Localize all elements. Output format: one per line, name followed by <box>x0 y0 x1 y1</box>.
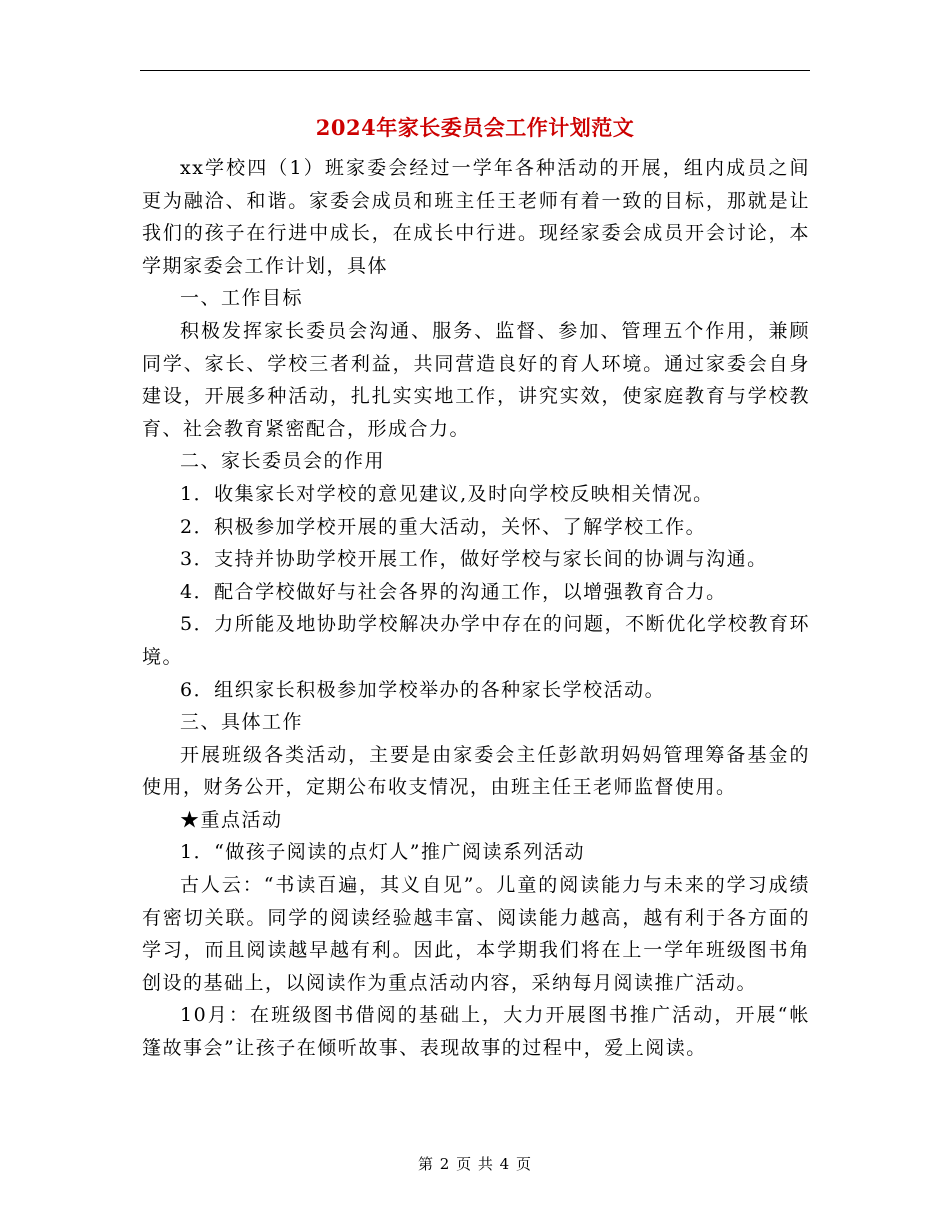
role-item-6: 6．组织家长积极参加学校举办的各种家长学校活动。 <box>180 678 666 701</box>
work-paragraph: 开展班级各类活动，主要是由家委会主任彭歆玥妈妈管理筹备基金的使用，财务公开，定期公布收支情况，由班主任王老师监督使用。 <box>142 743 810 799</box>
section-heading-work: 三、具体工作 <box>180 711 304 734</box>
october-paragraph: 10月：在班级图书借阅的基础上，大力开展图书推广活动，开展“帐篷故事会”让孩子在倾听故事、表现故事的过程中，爱上阅读。 <box>142 1004 810 1060</box>
activity-1-heading: 1．“做孩子阅读的点灯人”推广阅读系列活动 <box>180 841 586 864</box>
role-item-3: 3．支持并协助学校开展工作，做好学校与家长间的协调与沟通。 <box>180 548 768 571</box>
page-number: 第 2 页 共 4 页 <box>418 1155 532 1173</box>
intro-paragraph: xx学校四（1）班家委会经过一学年各种活动的开展，组内成员之间更为融洽、和谐。家委会成员和班主任王老师有着一致的目标，那就是让我们的孩子在行进中成长，在成长中行进。现经家委会成员开会讨论，本学期家委会工作计划，具体 <box>142 157 810 277</box>
role-item-1: 1．收集家长对学校的意见建议,及时向学校反映相关情况。 <box>180 482 714 505</box>
role-item-5: 5．力所能及地协助学校解决办学中存在的问题，不断优化学校教育环境。 <box>142 613 810 668</box>
section-heading-goals: 一、工作目标 <box>180 287 304 310</box>
role-item-4: 4．配合学校做好与社会各界的沟通工作，以增强教育合力。 <box>180 580 727 603</box>
goals-paragraph: 积极发挥家长委员会沟通、服务、监督、参加、管理五个作用，兼顾同学、家长、学校三者利益，共同营造良好的育人环境。通过家委会自身建设，开展多种活动，扎扎实实地工作，讲究实效，使家庭教育与学校教育、社会教育紧密配合，形成合力。 <box>142 319 810 440</box>
role-item-2: 2．积极参加学校开展的重大活动，关怀、了解学校工作。 <box>180 515 707 538</box>
section-heading-role: 二、家长委员会的作用 <box>180 450 386 473</box>
document-body <box>142 152 810 1065</box>
activity-1-paragraph: 古人云：“书读百遍，其义自见”。儿童的阅读能力与未来的学习成绩有密切关联。同学的阅读经验越丰富、阅读能力越高，越有利于各方面的学习，而且阅读越早越有利。因此，本学期我们将在上一学年班级图书角创设的基础上，以阅读作为重点活动内容，采纳每月阅读推广活动。 <box>142 874 810 994</box>
key-activities-heading: ★重点活动 <box>180 808 283 831</box>
header-rule <box>140 70 810 71</box>
document-title: 2024年家长委员会工作计划范文 <box>315 115 635 140</box>
